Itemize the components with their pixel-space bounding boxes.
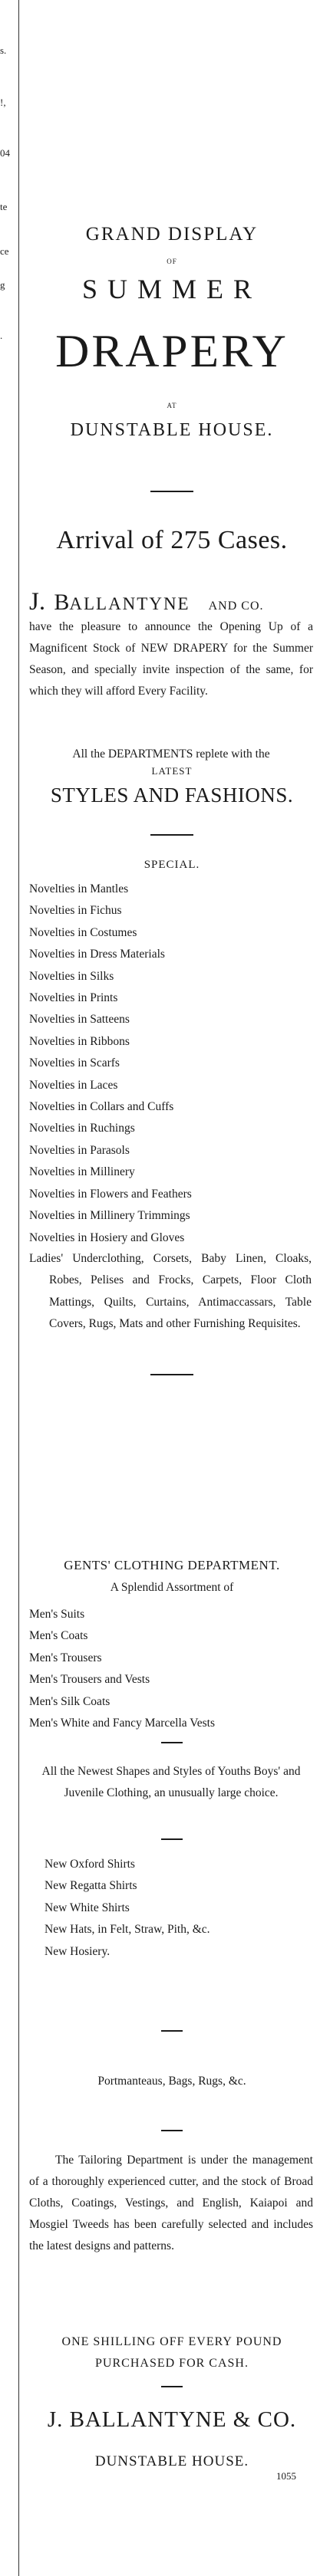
list-item: New Hats, in Felt, Straw, Pith, &c. — [45, 1923, 210, 1937]
list-item: Novelties in Laces — [29, 1078, 118, 1092]
list-item: Novelties in Millinery Trimmings — [29, 1209, 190, 1223]
footer-purchased: PURCHASED FOR CASH. — [95, 2357, 249, 2370]
intro-surname: ALLANTYNE — [69, 594, 190, 613]
list-item: Novelties in Flowers and Feathers — [29, 1187, 192, 1201]
list-item: Novelties in Mantles — [29, 882, 129, 895]
ladies-requisites — [29, 1248, 312, 1336]
column-rule — [18, 0, 19, 2576]
list-item: Novelties in Hosiery and Gloves — [29, 1230, 185, 1244]
margin-fragment: ce — [0, 245, 9, 257]
margin-fragment: !, — [0, 97, 6, 108]
divider-rule — [150, 1374, 193, 1375]
list-item: New Oxford Shirts — [45, 1858, 135, 1871]
footer-firm-name: J. BALLANTYNE & CO. — [47, 2407, 297, 2432]
divider-rule — [161, 1742, 183, 1743]
margin-fragment: . — [0, 330, 3, 341]
advertisement — [26, 0, 318, 2576]
heading-grand-display: GRAND DISPLAY — [85, 224, 259, 245]
gents-title: GENTS' CLOTHING DEPARTMENT. — [64, 1558, 280, 1572]
special-list — [29, 879, 313, 1249]
advert-reference-number: 1055 — [276, 2470, 296, 2482]
list-item: New White Shirts — [45, 1901, 130, 1914]
list-item: Novelties in Satteens — [29, 1013, 130, 1027]
list-item: Novelties in Fichus — [29, 904, 122, 918]
list-item: New Regatta Shirts — [45, 1879, 137, 1893]
gents-list — [29, 1604, 313, 1734]
list-item: Men's Trousers and Vests — [29, 1673, 150, 1687]
portmanteaus-line: Portmanteaus, Bags, Rugs, &c. — [97, 2075, 246, 2088]
departments-latest: LATEST — [151, 765, 193, 777]
youths-clothing: All the Newest Shapes and Styles of Youths Boys' and Juvenile Clothing, an unusually large choice. — [41, 1765, 301, 1799]
list-item: Novelties in Ruchings — [29, 1122, 135, 1135]
list-item: Novelties in Silks — [29, 969, 114, 983]
footer-shilling: ONE SHILLING OFF EVERY POUND — [61, 2335, 282, 2348]
heading-dunstable-house: DUNSTABLE HOUSE. — [70, 420, 274, 440]
list-item: Novelties in Millinery — [29, 1165, 135, 1179]
heading-of: OF — [167, 258, 177, 265]
arrival-headline: Arrival of 275 Cases. — [56, 526, 288, 554]
intro-firm-name — [29, 590, 264, 618]
divider-rule — [161, 1838, 183, 1840]
divider-rule — [150, 834, 193, 836]
list-item: Novelties in Collars and Cuffs — [29, 1100, 174, 1114]
list-item: Novelties in Dress Materials — [29, 948, 165, 961]
list-item: Novelties in Ribbons — [29, 1034, 130, 1048]
list-item: Novelties in Scarfs — [29, 1056, 120, 1070]
footer-house: DUNSTABLE HOUSE. — [94, 2453, 249, 2469]
margin-fragment: s. — [0, 44, 7, 56]
list-item: Men's Silk Coats — [29, 1694, 111, 1708]
list-item: Men's White and Fancy Marcella Vests — [29, 1717, 215, 1730]
divider-rule — [161, 2030, 183, 2032]
intro-initial-j: J. — [29, 588, 46, 616]
divider-rule — [161, 2130, 183, 2131]
list-item: Novelties in Costumes — [29, 925, 137, 939]
list-item: Men's Coats — [29, 1629, 88, 1643]
margin-fragment: 04 — [0, 147, 10, 159]
divider-rule — [150, 491, 193, 492]
intro-text: have the pleasure to announce the Opening Up of a Magnificent Stock of NEW DRAPERY for the Summer Season, and specially invite inspection of the same, for which they will afford Every Facility. — [29, 620, 313, 698]
divider-rule — [161, 2386, 183, 2387]
list-item: New Hosiery. — [45, 1944, 111, 1958]
list-item: Novelties in Parasols — [29, 1143, 130, 1157]
intro-initial-b: B — [54, 590, 70, 615]
list-item: Novelties in Prints — [29, 991, 118, 1005]
margin-fragment: g — [0, 279, 5, 291]
styles-and-fashions: STYLES AND FASHIONS. — [50, 784, 294, 807]
gents-subtitle: A Splendid Assortment of — [110, 1581, 234, 1594]
intro-and-co: AND CO. — [208, 600, 264, 613]
margin-fragment: te — [0, 201, 8, 212]
departments-line: All the DEPARTMENTS replete with the — [72, 748, 270, 761]
heading-drapery: DRAPERY — [55, 326, 289, 376]
heading-summer: SUMMER — [81, 274, 262, 304]
shirts-list — [45, 1854, 320, 1963]
list-item: Men's Trousers — [29, 1651, 102, 1664]
ladies-requisites-text: Ladies' Underclothing, Corsets, Baby Linen, Cloaks, Robes, Pelises and Frocks, Carpets, Floor Cloth Mattings, Quilts, Curtains, Antimaccassars, Table Covers, Rugs, Mats and other Furnishing Requisites. — [29, 1252, 312, 1331]
list-item: Men's Suits — [29, 1608, 85, 1621]
heading-at: AT — [167, 402, 177, 409]
tailoring-text: The Tailoring Department is under the management of a thoroughly experienced cutter, and the stock of Broad Cloths, Coatings, Vestings, and English, Kaiapoi and Mosgiel Tweeds has been carefully selected and includes the latest designs and patterns. — [29, 2154, 313, 2252]
special-title: SPECIAL. — [144, 859, 200, 871]
